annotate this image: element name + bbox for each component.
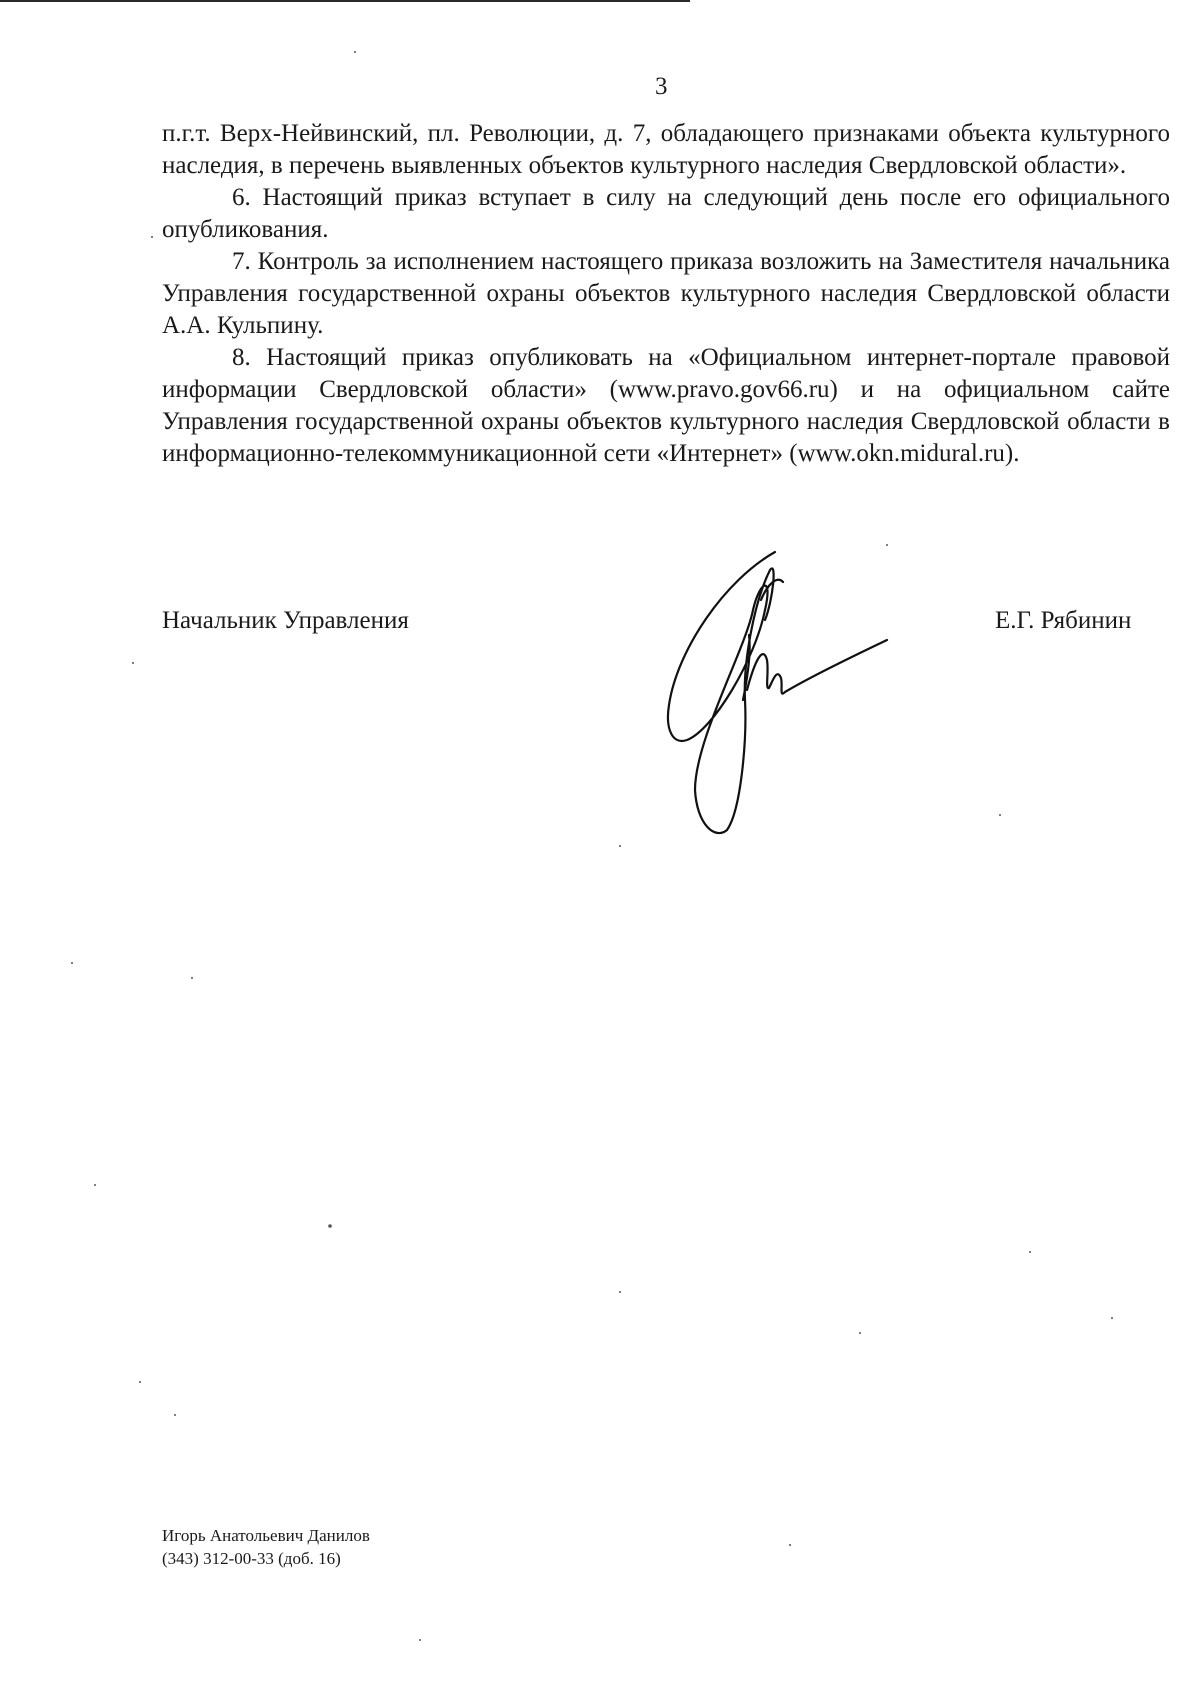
paragraph-item-6: 6. Настоящий приказ вступает в силу на следующий день после его официального опубликования. xyxy=(162,184,1170,243)
executor-phone: (343) 312-00-33 (доб. 16) xyxy=(162,1549,341,1568)
signatory-position: Начальник Управления xyxy=(162,607,409,634)
signatory-name: Е.Г. Рябинин xyxy=(995,607,1132,634)
top-edge-line xyxy=(0,0,690,2)
paragraph-item-7: 7. Контроль за исполнением настоящего приказа возложить на Заместителя начальника Управления государственной охраны объектов культурного наследия Свердловской области А.А. Кульпину. xyxy=(162,248,1170,339)
handwritten-signature xyxy=(665,540,905,840)
paragraph-item-8: 8. Настоящий приказ опубликовать на «Официальном интернет-портале правовой информации Свердловской области» (www.pravo.gov66.ru) и на официальном сайте Управления государственной охраны объектов культурного наследия Свердловской области в информационно-телекоммуникационной сети «Интернет» (www.okn.midural.ru). xyxy=(162,344,1170,467)
document-body xyxy=(162,118,1170,470)
executor-name: Игорь Анатольевич Данилов xyxy=(162,1526,370,1545)
page-number: 3 xyxy=(655,73,668,100)
paragraph-continuation: п.г.т. Верх-Нейвинский, пл. Революции, д. 7, обладающего признаками объекта культурного наследия, в перечень выявленных объектов культурного наследия Свердловской области». xyxy=(162,120,1170,179)
